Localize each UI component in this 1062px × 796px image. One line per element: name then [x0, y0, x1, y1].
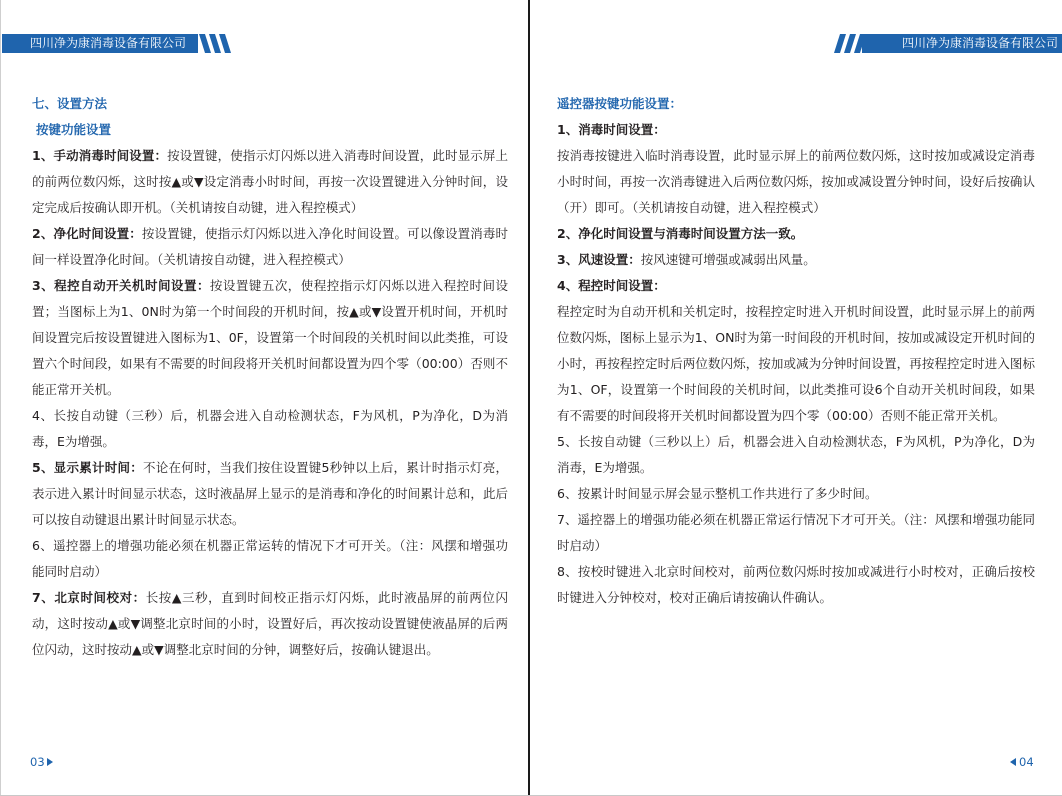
- list-item: 程控定时为自动开机和关机定时，按程控定时进入开机时间设置，此时显示屏上的前两位数闪烁，图标上显示为1、ON时为第一时间段的开机时间，按加或减设定开机时间的小时，再按程控定时后两位数闪烁，按加或减为分钟时间设置，再按程控定时进入图标为1、OF，设置第一个时间段的关机时间，以此类推可设6个自动开关机时间段，如果有不需要的时间段将开关机时间都设置为四个零（00:00）否则不能正常开关机。: [557, 304, 1035, 423]
- list-item: 3、风速设置：按风速键可增强或减弱出风量。: [557, 252, 816, 267]
- right-content: [557, 91, 1035, 611]
- left-page: [0, 0, 530, 796]
- company-name: 四川净为康消毒设备有限公司: [30, 36, 187, 50]
- header-company-bar: [2, 34, 198, 53]
- list-item: 8、按校时键进入北京时间校对，前两位数闪烁时按加或减进行小时校对，正确后按校时键进入分钟校对，校对正确后请按确认件确认。: [557, 564, 1035, 605]
- header-company-bar: [862, 34, 1062, 53]
- list-item: 7、遥控器上的增强功能必须在机器正常运行情况下才可开关。（注：风摆和增强功能同时启动）: [557, 512, 1035, 553]
- page-number-right: 04: [1010, 755, 1034, 769]
- company-name: 四川净为康消毒设备有限公司: [902, 36, 1059, 50]
- list-item: 6、按累计时间显示屏会显示整机工作共进行了多少时间。: [557, 486, 878, 501]
- list-item: 7、北京时间校对：长按▲三秒，直到时间校正指示灯闪烁，此时液晶屏的前两位闪动，这时按动▲或▼调整北京时间的小时，设置好后，再次按动设置键使液晶屏的后两位闪动，这时按动▲或▼调整北京时间的分钟，调整好后，按确认键退出。: [32, 590, 508, 657]
- list-item: 4、程控时间设置：: [557, 278, 666, 293]
- list-item: 5、长按自动键（三秒以上）后，机器会进入自动检测状态，F为风机，P为净化，D为消毒，E为增强。: [557, 434, 1035, 475]
- triangle-right-icon: [47, 758, 53, 766]
- section-title: 遥控器按键功能设置：: [557, 96, 683, 111]
- right-page: [530, 0, 1062, 796]
- list-item: 2、净化时间设置与消毒时间设置方法一致。: [557, 226, 804, 241]
- left-content: [32, 91, 508, 663]
- section-title: 七、设置方法: [32, 96, 108, 111]
- list-item: 6、遥控器上的增强功能必须在机器正常运转的情况下才可开关。（注：风摆和增强功能同时启动）: [32, 538, 508, 579]
- list-item: 按消毒按键进入临时消毒设置，此时显示屏上的前两位数闪烁，这时按加或减设定消毒小时时间，再按一次消毒键进入后两位数闪烁，按加或减设置分钟时间，设好后按确认（开）即可。（关机请按自动键，进入程控模式）: [557, 148, 1035, 215]
- triangle-left-icon: [1010, 758, 1016, 766]
- section-subtitle: 按键功能设置: [36, 122, 112, 137]
- list-item: 4、长按自动键（三秒）后，机器会进入自动检测状态，F为风机，P为净化，D为消毒，E为增强。: [32, 408, 508, 449]
- list-item: 1、消毒时间设置：: [557, 122, 666, 137]
- page-number-left: 03: [30, 755, 53, 769]
- list-item: 3、程控自动开关机时间设置：按设置键五次，使程控指示灯闪烁以进入程控时间设置；当图标上为1、0N时为第一个时间段的开机时间，按▲或▼设置开机时间，开机时间设置完后按设置键进入图标为1、0F，设置第一个时间段的关机时间以此类推，可设置六个时间段，如果有不需要的时间段将开关机时间都设置为四个零（00:00）否则不能正常开关机。: [32, 278, 508, 397]
- list-item: 5、显示累计时间：不论在何时，当我们按住设置键5秒钟以上后，累计时指示灯亮，表示进入累计时间显示状态，这时液晶屏上显示的是消毒和净化的时间累计总和，此后可以按自动键退出累计时间显示状态。: [32, 460, 508, 527]
- list-item: 2、净化时间设置：按设置键，使指示灯闪烁以进入净化时间设置。可以像设置消毒时间一样设置净化时间。（关机请按自动键，进入程控模式）: [32, 226, 508, 267]
- list-item: 1、手动消毒时间设置：按设置键，使指示灯闪烁以进入消毒时间设置，此时显示屏上的前两位数闪烁，这时按▲或▼设定消毒小时时间，再按一次设置键进入分钟时间，设定完成后按确认即开机。（关机请按自动键，进入程控模式）: [32, 148, 508, 215]
- header-stripes-decoration: [195, 34, 239, 53]
